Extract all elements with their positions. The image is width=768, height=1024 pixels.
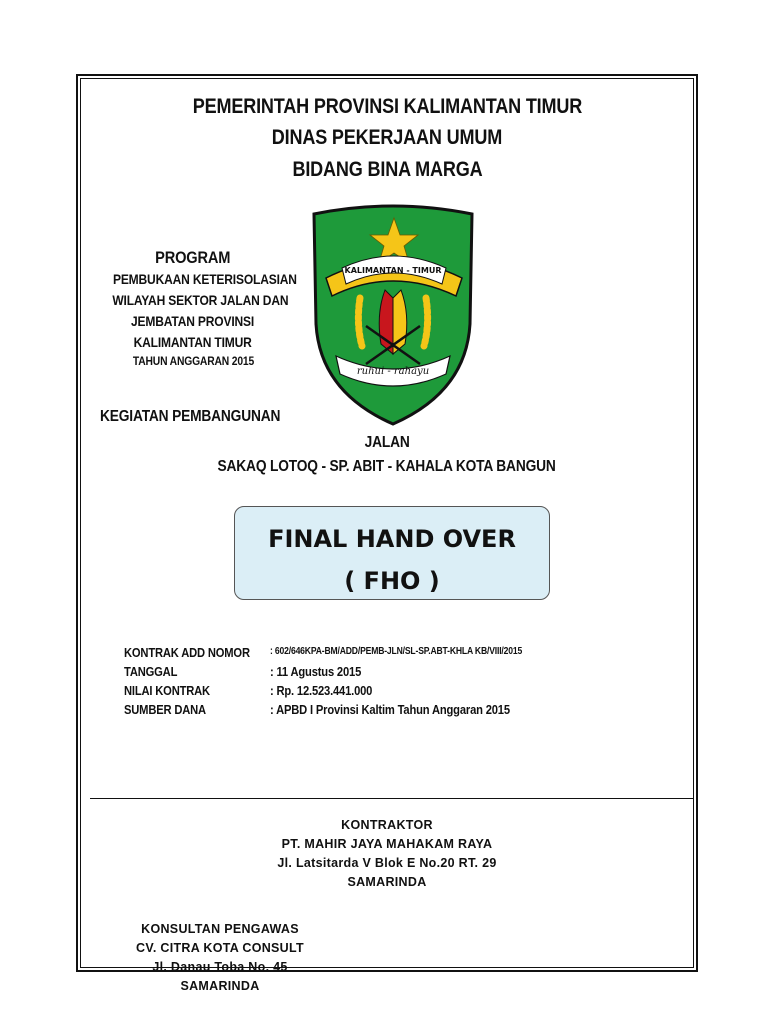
svg-text:KALIMANTAN - TIMUR: KALIMANTAN - TIMUR [344,266,442,275]
fho-title-line-1: FINAL HAND OVER [268,525,516,553]
svg-text:ruhui - rahayu: ruhui - rahayu [356,366,430,377]
header-line-2: DINAS PEKERJAAN UMUM [271,126,503,149]
kontraktor-city: SAMARINDA [347,875,427,889]
kontraktor-name: PT. MAHIR JAYA MAHAKAM RAYA [281,837,493,851]
konsultan-name: CV. CITRA KOTA CONSULT [136,941,304,955]
header-line-3: BIDANG BINA MARGA [291,158,483,181]
program-line-1: PEMBUKAAN KETERISOLASIAN [112,271,297,287]
header-line-1: PEMERINTAH PROVINSI KALIMANTAN TIMUR [192,95,582,118]
program-title: PROGRAM [155,248,231,267]
section-divider [90,798,694,799]
konsultan-city: SAMARINDA [180,979,260,993]
program-line-2: WILAYAH SEKTOR JALAN DAN [112,292,289,308]
program-line-4: KALIMANTAN TIMUR [133,334,253,350]
program-line-5: TAHUN ANGGARAN 2015 [132,354,254,368]
konsultan-title: KONSULTAN PENGAWAS [141,922,299,936]
kontraktor-address: Jl. Latsitarda V Blok E No.20 RT. 29 [277,856,497,870]
kaltim-emblem-logo [306,204,480,428]
program-line-3: JEMBATAN PROVINSI [131,313,255,329]
fho-title-line-2: ( FHO ) [344,567,440,595]
kegiatan-title: KEGIATAN PEMBANGUNAN [100,408,281,425]
konsultan-address: Jl. Danau Toba No. 45 [152,960,288,974]
fho-title-box [234,506,550,600]
kegiatan-line-1: JALAN [364,434,410,451]
kontraktor-title: KONTRAKTOR [341,818,433,832]
kegiatan-line-2: SAKAQ LOTOQ - SP. ABIT - KAHALA KOTA BANGUN [217,458,557,475]
